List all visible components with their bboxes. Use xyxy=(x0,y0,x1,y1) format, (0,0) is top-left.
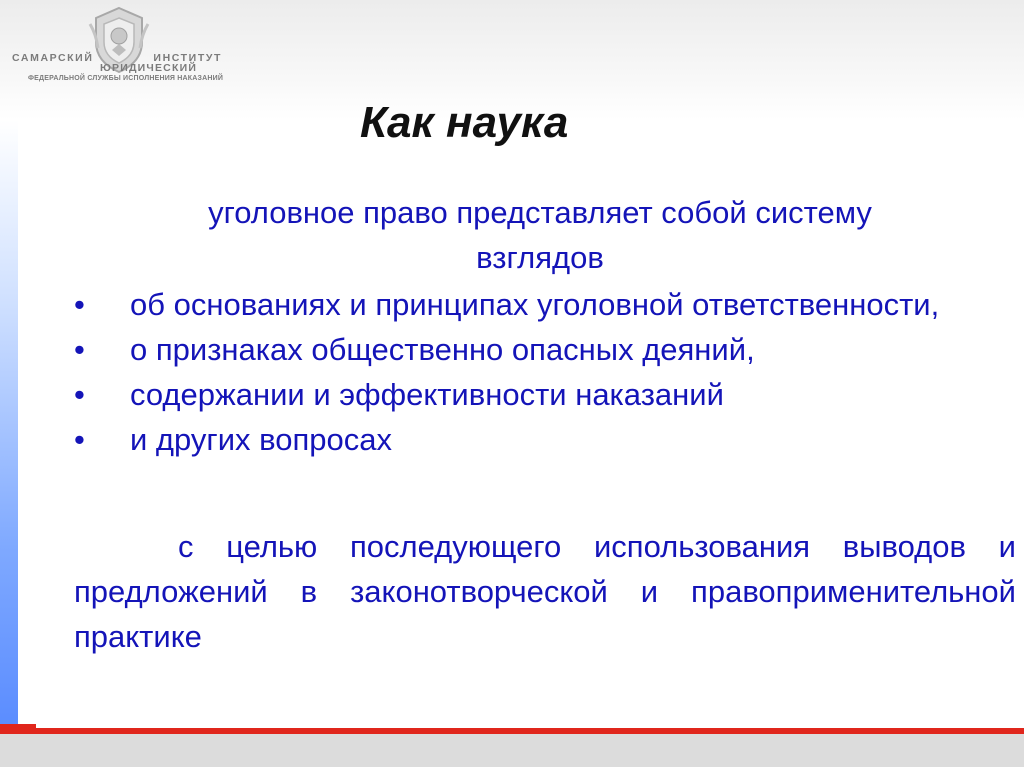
left-accent-bar xyxy=(0,120,18,730)
list-item xyxy=(74,417,974,462)
bullet-marker: • xyxy=(74,287,85,322)
closing-text: с целью последующего использования выводов и предложений в законотворческой и правоприменительной практике xyxy=(74,529,1016,654)
bullet-marker: • xyxy=(74,377,85,412)
footer-band xyxy=(0,734,1024,767)
bullet-list xyxy=(74,282,974,462)
intro-text xyxy=(90,190,990,280)
bullet-text: о признаках общественно опасных деяний, xyxy=(130,332,755,367)
intro-line-1: уголовное право представляет собой систему xyxy=(208,195,872,230)
institute-subtitle: ФЕДЕРАЛЬНОЙ СЛУЖБЫ ИСПОЛНЕНИЯ НАКАЗАНИЙ xyxy=(28,75,224,82)
bullet-marker: • xyxy=(74,332,85,367)
list-item xyxy=(74,282,974,327)
institute-name-mid: ЮРИДИЧЕСКИЙ xyxy=(100,62,198,74)
closing-paragraph xyxy=(74,524,1016,659)
bullet-marker: • xyxy=(74,422,85,457)
bullet-text: и других вопросах xyxy=(130,422,393,457)
institute-name-right: ИНСТИТУТ xyxy=(153,52,222,64)
list-item xyxy=(74,372,974,417)
institute-name-left: САМАРСКИЙ xyxy=(12,52,94,64)
list-item xyxy=(74,327,974,372)
bullet-text: об основаниях и принципах уголовной ответственности, xyxy=(130,287,940,322)
slide-title: Как наука xyxy=(360,98,569,147)
bullet-text: содержании и эффективности наказаний xyxy=(130,377,724,412)
intro-line-2: взглядов xyxy=(476,240,604,275)
